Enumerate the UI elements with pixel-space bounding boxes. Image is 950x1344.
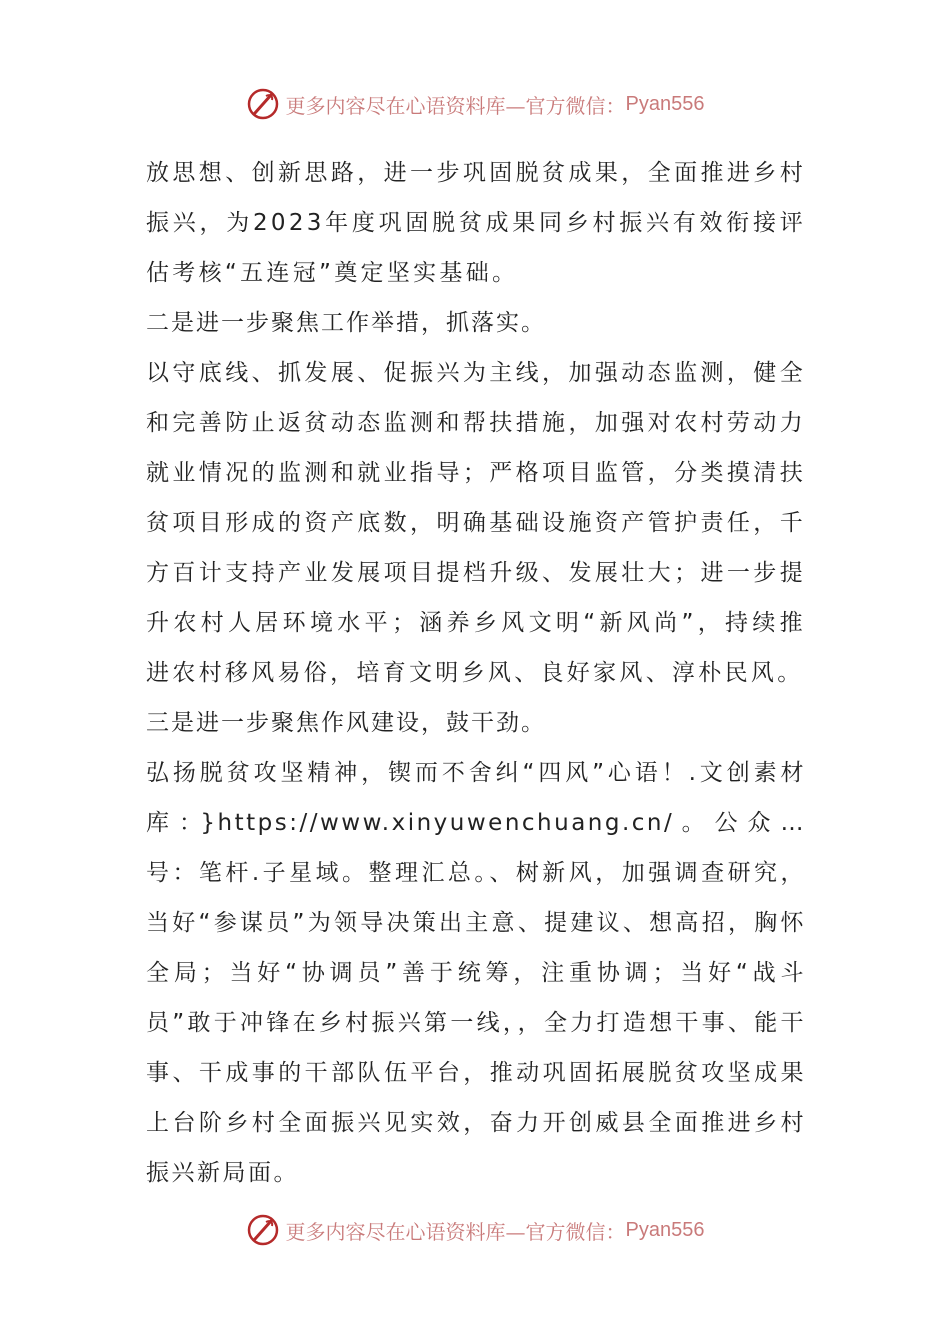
- footer-banner: [0, 1210, 950, 1250]
- paragraph: 以守底线、抓发展、促振兴为主线，加强动态监测，健全和完善防止返贫动态监测和帮扶措施，加强对农村劳动力就业情况的监测和就业指导；严格项目监管，分类摸清扶贫项目形成的资产底数，明确基础设施资产管护责任，千方百计支持产业发展项目提档升级、发展壮大；进一步提升农村人居环境水平；涵养乡风文明“新风尚”，持续推进农村移风易俗，培育文明乡风、良好家风、淳朴民风。: [146, 360, 806, 686]
- banner-text: 更多内容尽在心语资料库—官方微信：: [285, 1219, 626, 1244]
- paragraph: 弘扬脱贫攻坚精神，锲而不舍纠“四风”心语！.文创素材库：}https://www.xinyuwenchuang.cn/。公众…号：笔杆.子星域。整理汇总。、树新风，加强调查研究，当好“参谋员”为领导决策出主意、提建议、想高招，胸怀全局；当好“协调员”善于统筹，注重协调；当好“战斗员”敢于冲锋在乡村振兴第一线，，全力打造想干事、能干事、干成事的干部队伍平台，推动巩固拓展脱贫攻坚成果上台阶乡村全面振兴见实效，奋力开创威县全面推进乡村振兴新局面。: [146, 760, 806, 1186]
- pen-logo-icon: [246, 1213, 280, 1247]
- banner-wechat-id: Pyan556: [625, 92, 705, 115]
- section-heading: 二是进一步聚焦工作举措，抓落实。: [146, 310, 546, 336]
- banner-wechat-id: Pyan556: [625, 1218, 705, 1241]
- paragraph: 放思想、创新思路，进一步巩固脱贫成果，全面推进乡村振兴，为2023年度巩固脱贫成果同乡村振兴有效衔接评估考核“五连冠”奠定坚实基础。: [146, 160, 806, 286]
- section-heading: 三是进一步聚焦作风建设，鼓干劲。: [146, 710, 546, 736]
- pen-logo-icon: [246, 87, 280, 121]
- header-banner: [0, 84, 950, 124]
- banner-text: 更多内容尽在心语资料库—官方微信：: [285, 93, 626, 118]
- document-body: [146, 148, 806, 1198]
